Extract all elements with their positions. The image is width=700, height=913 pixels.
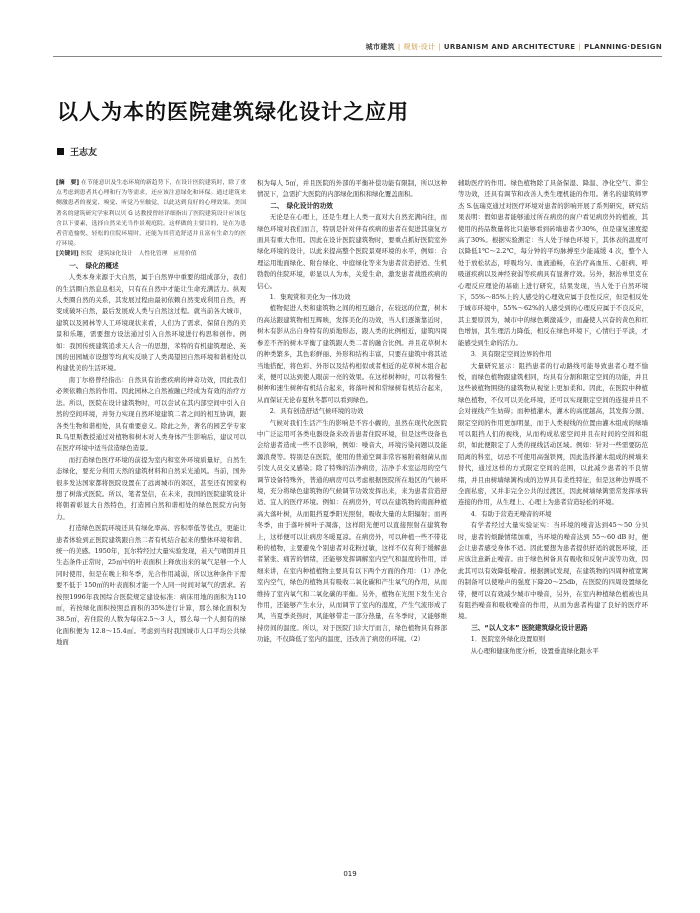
- section-name: 规划·设计: [403, 43, 436, 51]
- keywords-label: [关键词]: [56, 251, 79, 258]
- journal-name: 城市建筑: [365, 43, 395, 51]
- paragraph: 而打造绿色医疗环境的前提为室内和室外环境质量好，自然生态绿化，要充分利用天然的建筑材料和自然采光通风。当前，国外很多发达国家都将医院设置在了远离城市的郊区，甚至还有国家构想了树落式医院。所以，笔者坚信，在未来，我国的医院建筑设计将朝着彰显大自然特色，打造园自然和谐相处的绿色医院方向努力。: [56, 455, 246, 521]
- abstract-label: [摘 要]: [56, 180, 80, 186]
- section-heading-3: 三、“以人文本” 医院建筑绿化设计思路: [471, 623, 588, 632]
- column-2: [257, 178, 447, 883]
- subheading: 3．具有限定空间边界的作用: [470, 350, 552, 359]
- author-name: 王志友: [70, 148, 98, 158]
- page-number: 019: [343, 870, 357, 878]
- paragraph: 植物促进人类和建筑物之间的相互融合，在较远的位置，树木的高达跟建筑物相互辉映，发挥美化的功效，当人们逐渐靠近时，树木有影从出自身特有的质地形态，跟人类的比例相近，建筑四周参差不齐的树木平衡了建筑跟人类二者的融合比例。并且花草树木的种类繁多，其色彩鲜丽、外形和结构丰富，只要在建筑中将其适当地搭配，将色彩、外形以及结构相似或者相近的花草树木组合起来，便可以达到使人眼前一亮的效果。在这样树种时，可以将慢生树种和速生树种有机结合起来，将落叶树和常绿树有机结合起来，从而保证无论春夏秋冬都可以看到绿色。: [257, 304, 447, 404]
- header-rule: [53, 56, 662, 57]
- paragraph: 辅助医疗的作用。绿色植物除了具备保湿、降温、净化空气、滞尘等功效，还具有调节和改善人类生理机能的作用。著名的建筑师罗杰 S.伍瑞克通过对医疗环境对患者的影响开展了系列研究，研究结果表明：假如患者能够通过所在病房的窗户看见病房外的植被，其使用的药品数量将比只能够看到砖墙患者少30%，但是康复速度提高了30%。根据实验测定：当人处于绿色环境下，其体表的温度可以降低1℃～2.2℃，每分钟的平均脉搏至少能减缓 4 次，整个人处于放松状态，呼吸均匀、血液通畅，在治疗高血压、心脏病、呼吸道疾病以及神经衰弱等疾病具有显著疗效。另外，据治单里克在心理反应理论的基础上进行研究，结果发现，当人处于自然环境下，55%～85%上的人感受的心理效应属于良性反应，但是相反处于城市环境中，55%～62%的人感受到的心理反应属于不良反应，其主要原因为，城市中的绿色刺激减少，而矗使人兴奋的黄色和红色增加，其生理活力降低，相反在绿色环境下，心情归于平淡，才能感受到生命的活力。: [458, 179, 648, 347]
- keywords: [56, 249, 246, 260]
- header-separator-2: |: [438, 43, 441, 51]
- subheading: 4．有助于营造无噪音的环境: [470, 509, 552, 518]
- author-bullet-icon: [57, 148, 64, 155]
- paragraph: 南丁尔格曾经指出：自然具有治愈疾病的神奇功效，因此我们必须依赖自然的作用。因此园林之自然被融已经成为有效的治疗方法。所以，医院在设计建筑物时，可以尝试在其内部空间中引入自然的空间环境，并努力实现自然环境建筑二者之间的相互协调，跟各类生物和谐相处，具有重要意义。除此之外，著名的园艺学专家 R.乌里斯教授通过对植物和树木对人类身体产生影响后，建议可以在医疗环境中适当营造绿色造景。: [56, 375, 246, 453]
- keywords-text: 医院 建筑绿化设计 人性化管理 应用价值: [80, 251, 197, 258]
- subheading: 1．集观赏和美化为一体功效: [269, 293, 351, 302]
- journal-english-name: URBANISM AND ARCHITECTURE: [443, 43, 576, 51]
- author-line: [57, 145, 97, 158]
- abstract: [56, 178, 246, 249]
- article-title: 以人为本的医院建筑绿化设计之应用: [57, 100, 409, 124]
- paragraph: 打造绿色医院环境还具有绿化率高、容积率低等优点，更能让患者体验到正医院建筑跟自然二者有机结合起来的整体环境和谐、统一的美感。1950年，瓦尔特经过大量实验发现，若天气晴朗并且生态条件正常时，25㎡中的叶表面积上释放出来的氧气足够一个人同时使用，但是在晚上和冬季，光合作用减弱，所以这种条件下需要不低于 150㎡的叶表面积才能一个人同一时间对氧气的需求。若按照1996年我国综合医院规定建设标准：病床用地的面积为110㎡，若按绿化面积按照总面积的35%进行计算，那么绿化面积为38.5㎡，若住院的人数为每床2.5～3 人，那么每一个人拥有的绿化面积便为 12.8～15.4㎡。考虑到当时我国城市人口平均公共绿地面: [56, 524, 246, 647]
- paragraph: 积为每人 5㎡，并且医院的外部的平衡补偿功能有限制，所以这种情况下，急需扩大医院的内部绿化面积和绿化覆盖面积。: [257, 179, 447, 199]
- paragraph: 大量研究显示：阻挡患者的行动路线可能导致患者心理不愉悦，而绿色植物跟建筑相同，均具有分割和限定空间的功能，并且这些被植物围绕的建筑物从视觉上更加柔和。因此，在医院中种植绿色植物，不仅可以美化环境，还可以实现限定空间的连接并且不会对视线产生妨碍；而种植灌木，灌木的高度越高，其发挥分割、限定空间的作用更加明显，而于人类视线的位置由灌木组成的绿墙可以阻挡人们的视线，从而构成私密空间并且在时间的空间和组织，如此便限定了人类的视线活动区域。例如：针对一些需要防范陌离的科室，切忌不可使用高强铁网，因此选择灌木组成的树墙来替代，通过这样的方式限定空间的范围，以此减少患者的不良情绪，并且由树墙绿篱构成的边界具有柔性特征，但是这种边界既不全面私密，又并非完全公共的过渡区，因此树墙绿篱需常发挥承转连接的作用，从生理上、心理上为患者营造轻松的环境。: [458, 361, 648, 507]
- column-3: [458, 178, 648, 883]
- paragraph: 无论是在心理上，还是生理上人类一直对大自然充满向往，而绿色环境对我们而言，特别是针对伴有疾病的患者在促进其康复方面具有重大作用。因此在设计医院建筑物时，要重点抓好医院室外绿化环境的设计，以此来提高整个医院景观环境的水平，例如：合理运用地面绿化、附台绿化、中庭绿化等来为患者营造舒适、生机勃勃的住院环境，彰显以人为本，关爱生命，激发患者战胜疾病的信心。: [257, 213, 447, 290]
- paragraph: 有学者经过大量实验证实：当环境的噪音达到45～50 分贝时，患者的烦躁情绪加重，当环境的噪音达到 55～60 dB 时，便会让患者感受身体不适。因此要想为患者提供舒适的就医环境，还应该注意新止噪音。由于绿色树备具有吸收和反射声波等功效，因此其可以有效降低噪音。根据测试发现，在建筑物的四周种植宽篱的制备可以使噪声的强度下降20～25db，在医院的四周设置绿化带，便可以有效减少城市中噪音，另外，在室内种植绿色植被也具有阻挡噪音和吸收噪音的作用，从而为患者构建了良好的医疗环境。: [458, 521, 648, 621]
- section-heading-2: 二、 绿化设计的功效: [270, 201, 333, 210]
- column-1: [56, 178, 246, 883]
- subheading: 1．医院室外绿化设置原则: [470, 635, 546, 644]
- paragraph: 气候对我们生活产生的影响是不容小觑的，虽然在现代化医院中广泛运用可各类电器设备来改善患者住院环境，但是这些设备也会给患者造成一些不良影响，例如：噪音大，环境污染问题以及能源浪费等。特别是在医院，使用的普通空调非常容易附着细菌从而引发人员交叉感染；除了特殊的洁净病房，洁净手术室运用的空气调节设备特殊外，普通的病房可以考虑根据医院所在地区的气候环境，充分将绿色建筑物的气候调节功效发挥出来，来为患者营造舒适、宜人的医疗环境。例如：在病房外，可以在建筑物的南面种植高大落叶树，从而阻挡夏季阳光照射，吸收大量的太阳辐射；而再冬季，由于落叶树叶子凋落，这样阳光便可以直接照射在建筑物上，这样便可以让病房冬暖夏凉。在病房外，可以种植一些不带花粉的植物，主要避免个别患者对花粉过敏，这样不仅有利于缓解患者紧张、痛苦的情绪，还能够发挥调解室内空气和温度的作用，详细来讲，在室内种植植物主要具有以下两个方面的作用：（1）净化室内空气，绿色的植物具有吸收二氧化碳和产生氧气的作用，从而维持了室内氧气和二氧化碳的平衡。另外，植物在光照下发生光合作用，还能够产生水分，从而调节了室内的湿度，产生气流形成了风，当夏季炎热时，风能够带走一部分热量，在冬季时，又能够维持房间的温度。所以，对于医院门诊大厅而言，绿色植物具有释部功能，不仅降低了室内的温度，还改善了病房的环境。（2）: [257, 418, 447, 644]
- section-english-name: PLANNING·DESIGN: [584, 43, 662, 51]
- paragraph: 人类本身来源于大自然，属于自然界中重要的组成部分，我们的生活圈自然息息相关，只有在自然中才能让生命充满活力。纵观人类圈自然的关系，其发展过程由最初依赖自然变成利用自然，再变成破坏自然，最后发展成人类与自然这过程。就当前各大城市，建筑以及园林等人工环境现状来看，人们为了需求、保留自然的美景和乐趣，需要想方设法通过引入自然环境进行构思和创作。例如：我国传统建筑追求天人合一的思想，苯特的有机建筑理论、英国的田园城市设想等均真实反映了人类渴望回自然环境和谐相处以构建优美的生活环境。: [56, 273, 246, 373]
- abstract-text: 在节能意识及生态环境的新趋势下，在设计医院建筑时，除了重点考虑到患者其心理和行为等需求，还应该注意绿化和环保。通过建筑来侧激患者的视觉、嗅觉、听觉乃至触觉，以此达到良好的心理效果。美国著名的建筑研究学家利以贝 G 达教授曾经详细指出了医院建筑设计应该包含以下要素，选择自然采光当作景观庭院。这样做的主要目的，是在为患者营造愉悦、轻松的住院环境时，还能为其营造舒适并且富有生命力的医疗环境。: [56, 180, 246, 248]
- header-separator-3: |: [578, 43, 582, 51]
- paragraph: 从心理和健康角度分析，设置垂直绿化跟水平: [470, 646, 599, 655]
- journal-header: [366, 42, 662, 52]
- section-heading-1: 一、 绿化的概述: [69, 261, 119, 270]
- header-separator: |: [397, 43, 401, 51]
- subheading: 2．具有创造舒适气候环境的功效: [269, 407, 364, 416]
